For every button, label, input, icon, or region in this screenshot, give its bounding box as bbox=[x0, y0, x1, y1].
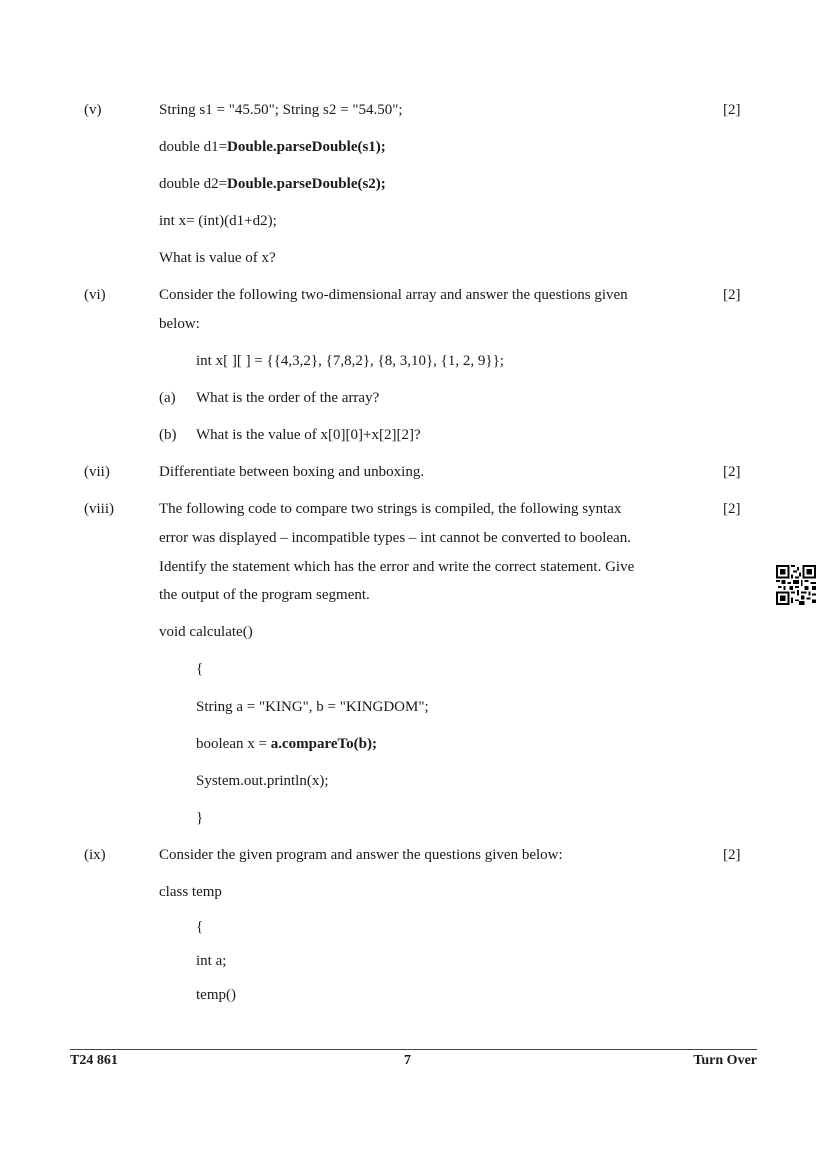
marks-vi: [2] bbox=[723, 287, 741, 303]
q7-text: Differentiate between boxing and unboxing. bbox=[159, 464, 425, 480]
q8-para-4: the output of the program segment. bbox=[159, 587, 370, 603]
q5-line-1: String s1 = "45.50"; String s2 = "54.50"; bbox=[159, 102, 403, 118]
q6-array-code: int x[ ][ ] = {{4,3,2}, {7,8,2}, {8, 3,10}, {1, 2, 9}}; bbox=[196, 353, 504, 369]
q5-line-3-code: Double.parseDouble(s2); bbox=[227, 176, 386, 192]
q5-line-3 bbox=[159, 176, 386, 193]
q8-code-2: { bbox=[196, 661, 204, 677]
paper-code: T24 861 bbox=[70, 1053, 118, 1068]
marks-ix: [2] bbox=[723, 847, 741, 863]
qr-code-icon bbox=[776, 565, 816, 605]
q8-code-4-text: boolean x = bbox=[196, 736, 271, 752]
question-number-vii: (vii) bbox=[84, 464, 110, 480]
q9-text: Consider the given program and answer the questions given below: bbox=[159, 847, 563, 863]
q6-a-text: What is the order of the array? bbox=[196, 390, 380, 406]
q8-code-4 bbox=[196, 736, 377, 753]
q5-line-2-code: Double.parseDouble(s1); bbox=[227, 139, 386, 155]
q8-code-3: String a = "KING", b = "KINGDOM"; bbox=[196, 699, 429, 715]
q9-code-1: class temp bbox=[159, 884, 222, 900]
q8-code-1: void calculate() bbox=[159, 624, 253, 640]
q6-b-text: What is the value of x[0][0]+x[2][2]? bbox=[196, 427, 421, 443]
marks-vii: [2] bbox=[723, 464, 741, 480]
q8-para-1: The following code to compare two strings is compiled, the following syntax bbox=[159, 501, 622, 517]
q6-text-2: below: bbox=[159, 316, 200, 332]
q6-text-1: Consider the following two-dimensional array and answer the questions given bbox=[159, 287, 628, 303]
q8-code-5: System.out.println(x); bbox=[196, 773, 329, 789]
q5-line-2 bbox=[159, 139, 386, 156]
q8-code-4-bold: a.compareTo(b); bbox=[270, 736, 377, 752]
q6-b-label: (b) bbox=[159, 427, 177, 443]
turn-over-label: Turn Over bbox=[693, 1053, 757, 1068]
q5-line-5: What is value of x? bbox=[159, 250, 276, 266]
footer-divider bbox=[70, 1049, 757, 1050]
marks-viii: [2] bbox=[723, 501, 741, 517]
question-number-vi: (vi) bbox=[84, 287, 106, 303]
q8-para-2: error was displayed – incompatible types – int cannot be converted to boolean. bbox=[159, 530, 631, 546]
q8-para-3: Identify the statement which has the error and write the correct statement. Give bbox=[159, 559, 635, 575]
question-number-viii: (viii) bbox=[84, 501, 114, 517]
q9-code-4: temp() bbox=[196, 987, 236, 1003]
question-number-ix: (ix) bbox=[84, 847, 106, 863]
q9-code-2: { bbox=[196, 919, 204, 935]
question-number-v: (v) bbox=[84, 102, 102, 118]
q8-code-6: } bbox=[196, 810, 204, 826]
q6-a-label: (a) bbox=[159, 390, 176, 406]
page-number: 7 bbox=[404, 1053, 411, 1068]
q9-code-3: int a; bbox=[196, 953, 227, 969]
marks-v: [2] bbox=[723, 102, 741, 118]
q5-line-3-text: double d2= bbox=[159, 176, 228, 192]
q5-line-4: int x= (int)(d1+d2); bbox=[159, 213, 277, 229]
q5-line-2-text: double d1= bbox=[159, 139, 228, 155]
